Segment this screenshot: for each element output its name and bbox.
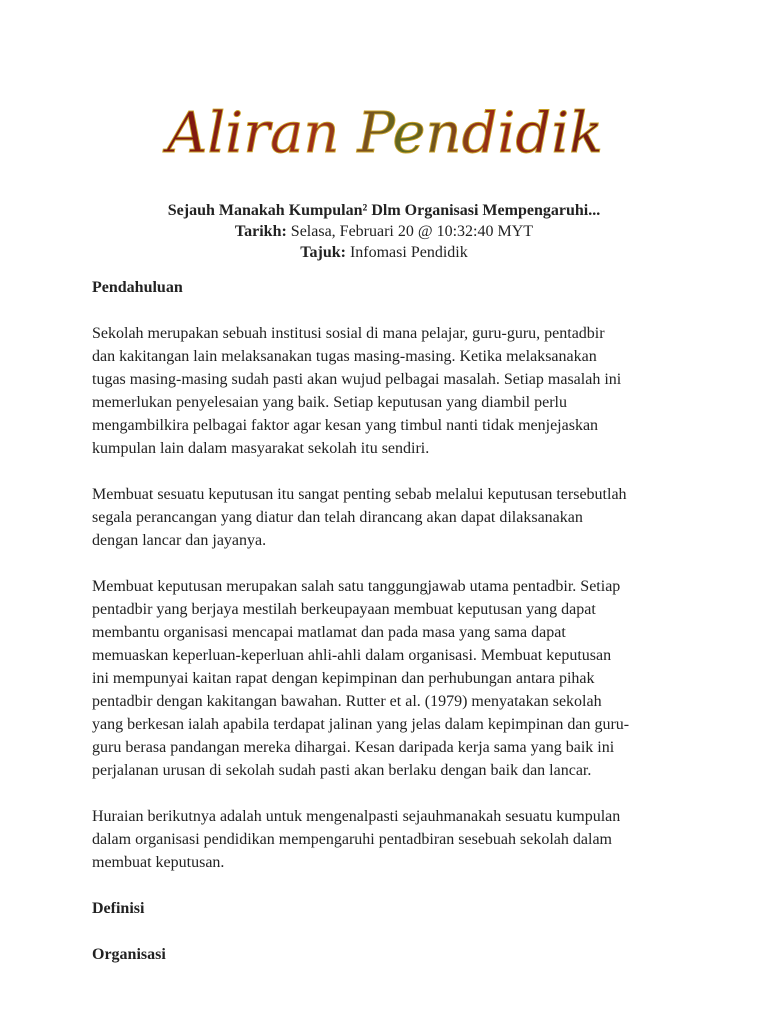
topic-label: Tajuk: bbox=[300, 244, 346, 261]
p1-line: mengambilkira pelbagai faktor agar kesan yang timbul nanti tidak menjejaskan bbox=[92, 417, 599, 434]
article-body bbox=[92, 276, 692, 989]
p2-line: dengan lancar dan jayanya. bbox=[92, 532, 267, 549]
paragraph-1 bbox=[92, 322, 692, 460]
p3-line: ini mempunyai kaitan rapat dengan kepimpinan dan perhubungan antara pihak bbox=[92, 670, 595, 687]
p3-line: guru berasa pandangan mereka dihargai. Kesan daripada kerja sama yang baik ini bbox=[92, 739, 615, 756]
p3-line: membantu organisasi mencapai matlamat dan pada masa yang sama dapat bbox=[92, 624, 566, 641]
p3-line: Membuat keputusan merupakan salah satu tanggungjawab utama pentadbir. Setiap bbox=[92, 578, 621, 595]
p1-line: dan kakitangan lain melaksanakan tugas masing-masing. Ketika melaksanakan bbox=[92, 348, 597, 365]
logo-graphic bbox=[166, 88, 604, 178]
p4-line: Huraian berikutnya adalah untuk mengenalpasti sejauhmanakah sesuatu kumpulan bbox=[92, 808, 621, 825]
p3-line: memuaskan keperluan-keperluan ahli-ahli dalam organisasi. Membuat keputusan bbox=[92, 647, 612, 664]
p4-line: dalam organisasi pendidikan mempengaruhi pentadbiran sesebuah sekolah dalam bbox=[92, 831, 612, 848]
date-label: Tarikh: bbox=[234, 223, 287, 240]
p1-line: memerlukan penyelesaian yang baik. Setiap keputusan yang diambil perlu bbox=[92, 394, 567, 411]
p2-line: Membuat sesuatu keputusan itu sangat penting sebab melalui keputusan tersebutlah bbox=[92, 486, 627, 503]
article-date bbox=[80, 221, 688, 242]
p1-line: Sekolah merupakan sebuah institusi sosial di mana pelajar, guru-guru, pentadbir bbox=[92, 325, 605, 342]
p1-line: kumpulan lain dalam masyarakat sekolah itu sendiri. bbox=[92, 440, 430, 457]
article-header bbox=[80, 200, 688, 263]
paragraph-3 bbox=[92, 575, 692, 782]
topic-value: Infomasi Pendidik bbox=[349, 244, 468, 261]
paragraph-4 bbox=[92, 805, 692, 874]
heading-definition: Definisi bbox=[92, 900, 145, 917]
p4-line: membuat keputusan. bbox=[92, 854, 225, 871]
p3-line: perjalanan urusan di sekolah sudah pasti akan berlaku dengan baik dan lancar. bbox=[92, 762, 592, 779]
p3-line: pentadbir dengan kakitangan bawahan. Rutter et al. (1979) menyatakan sekolah bbox=[92, 693, 602, 710]
heading-intro: Pendahuluan bbox=[92, 279, 183, 296]
article-title: Sejauh Manakah Kumpulan² Dlm Organisasi Mempengaruhi... bbox=[167, 202, 601, 219]
p3-line: yang berkesan ialah apabila terdapat jalinan yang jelas dalam kepimpinan dan guru- bbox=[92, 716, 630, 733]
date-value: Selasa, Februari 20 @ 10:32:40 MYT bbox=[290, 223, 534, 240]
p3-line: pentadbir yang berjaya mestilah berkeupayaan membuat keputusan yang dapat bbox=[92, 601, 596, 618]
p2-line: segala perancangan yang diatur dan telah dirancang akan dapat dilaksanakan bbox=[92, 509, 583, 526]
article-topic bbox=[80, 242, 688, 263]
site-logo bbox=[166, 88, 604, 178]
p1-line: tugas masing-masing sudah pasti akan wujud pelbagai masalah. Setiap masalah ini bbox=[92, 371, 622, 388]
logo-text: Aliran Pendidik bbox=[166, 101, 604, 166]
heading-organisation: Organisasi bbox=[92, 946, 166, 963]
paragraph-2 bbox=[92, 483, 692, 552]
